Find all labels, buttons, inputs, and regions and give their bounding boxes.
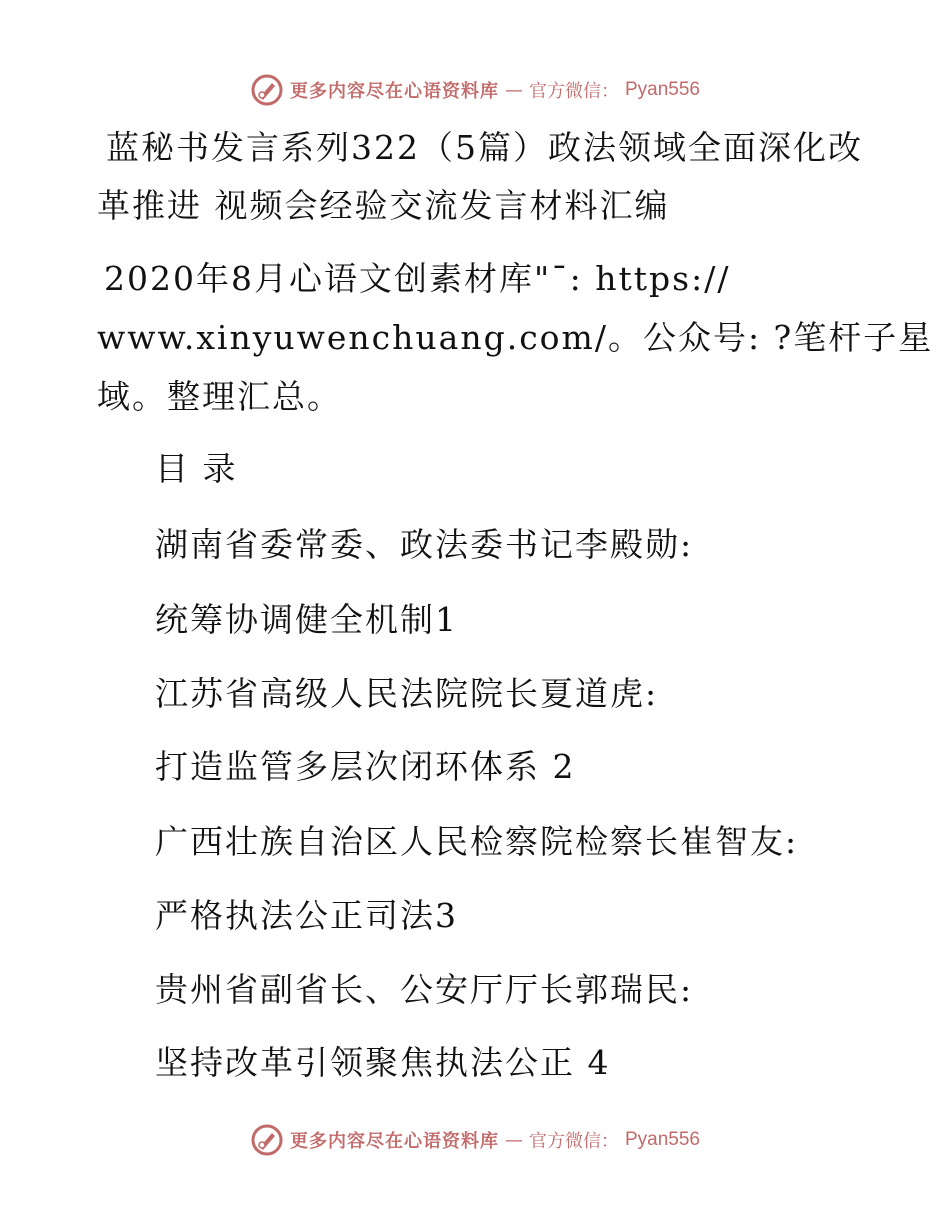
- banner-site-text: 更多内容尽在心语资料库: [289, 1131, 499, 1152]
- header-banner: [0, 70, 950, 110]
- toc-heading: 目 录: [155, 449, 238, 488]
- banner-wechat-label: 官方微信：: [528, 1131, 619, 1152]
- document-title-line-1: 蓝秘书发言系列322（5篇）政法领域全面深化改: [106, 128, 863, 167]
- toc-item-title: 打造监管多层次闭环体系 2: [155, 747, 576, 786]
- intro-line-3: 域。整理汇总。: [97, 377, 342, 416]
- banner-handle: Pyan556: [624, 1129, 700, 1150]
- toc-item-speaker: 江苏省高级人民法院院长夏道虎:: [155, 674, 659, 713]
- banner-separator: —: [504, 79, 523, 101]
- banner-wechat-label: 官方微信：: [528, 81, 619, 102]
- intro-line-2: www.xinyuwenchuang.com/。公众号: ?笔杆子星: [97, 318, 934, 357]
- banner-separator: —: [504, 1129, 523, 1151]
- footer-banner: [0, 1120, 950, 1160]
- toc-item-title: 统筹协调健全机制1: [155, 600, 458, 639]
- pen-nib-logo-icon: [250, 1123, 284, 1157]
- toc-item-speaker: 广西壮族自治区人民检察院检察长崔智友:: [155, 822, 799, 861]
- toc-item-title: 坚持改革引领聚焦执法公正 4: [155, 1043, 611, 1082]
- toc-item-speaker: 湖南省委常委、政法委书记李殿勋:: [155, 525, 694, 564]
- document-title-line-2: 革推进 视频会经验交流发言材料汇编: [97, 186, 670, 225]
- intro-line-1: 2020年8月心语文创素材库"¯: https://: [104, 259, 731, 298]
- banner-site-text: 更多内容尽在心语资料库: [289, 81, 499, 102]
- toc-item-title: 严格执法公正司法3: [155, 896, 458, 935]
- pen-nib-logo-icon: [250, 73, 284, 107]
- toc-item-speaker: 贵州省副省长、公安厅厅长郭瑞民:: [155, 970, 694, 1009]
- banner-handle: Pyan556: [624, 79, 700, 100]
